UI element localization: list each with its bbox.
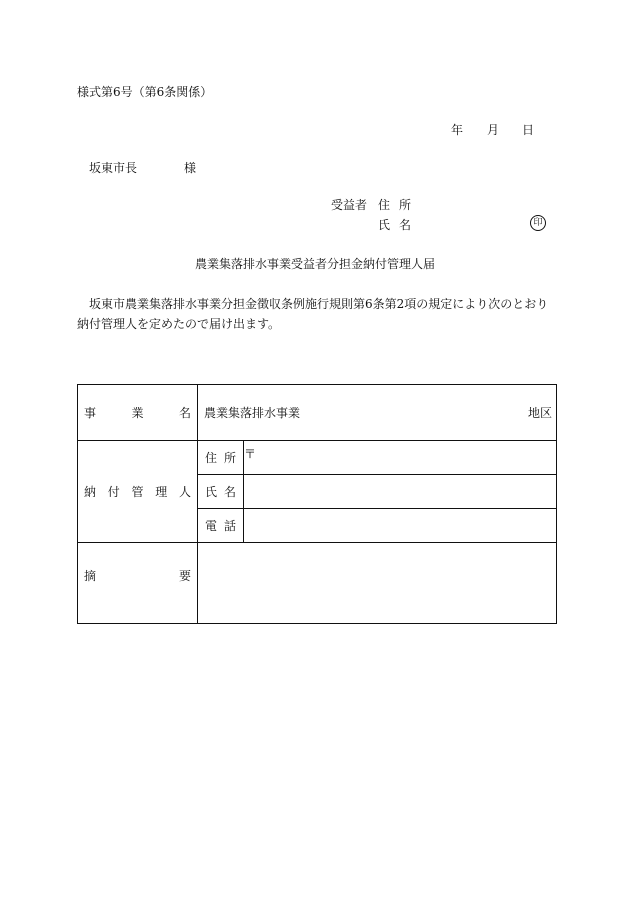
agent-address-row: [78, 441, 557, 475]
project-row: [78, 385, 557, 441]
agent-label-char: 納: [84, 485, 97, 499]
seal-char: 印: [533, 217, 543, 228]
agent-phone-field[interactable]: [244, 509, 557, 543]
body-text: 坂東市農業集落排水事業分担金徴収条例施行規則第6条第2項の規定により次のとおり納付管理人を定めたので届け出ます。: [77, 297, 549, 331]
project-label-char: 業: [131, 406, 144, 420]
district-suffix: 地区: [527, 406, 552, 420]
form-table: [77, 384, 557, 624]
agent-label-char: 理: [155, 485, 168, 499]
agent-address-label-char: 所: [223, 451, 236, 465]
remarks-field[interactable]: [198, 543, 557, 624]
agent-label-cell: [78, 441, 198, 543]
date-month-label: 月: [487, 123, 500, 137]
agent-name-label-char: 名: [223, 485, 236, 499]
postal-mark: 〒: [244, 447, 257, 461]
recipient-label: 受益者: [331, 198, 368, 212]
date-day-label: 日: [522, 123, 535, 137]
remarks-row: [78, 543, 557, 624]
agent-address-label-cell: [198, 441, 244, 475]
agent-name-field[interactable]: [244, 475, 557, 509]
agent-label-char: 管: [131, 485, 144, 499]
document-title: 農業集落排水事業受益者分担金納付管理人届: [194, 257, 435, 271]
agent-label-char: 人: [178, 485, 191, 499]
agent-address-field[interactable]: [244, 441, 557, 475]
project-label-char: 名: [178, 406, 191, 420]
recipient-address-label: 住所: [378, 198, 421, 212]
agent-name-label-char: 氏: [205, 485, 218, 499]
date-year-label: 年: [451, 123, 464, 137]
addressee: 坂東市長: [89, 161, 138, 175]
form-number: 様式第6号（第6条関係）: [77, 85, 213, 99]
agent-label-char: 付: [107, 485, 120, 499]
project-value-cell[interactable]: [198, 385, 557, 441]
honorific: 様: [184, 161, 197, 175]
agent-name-label-cell: [198, 475, 244, 509]
seal-mark: [530, 215, 546, 231]
agent-phone-label-char: 話: [223, 519, 236, 533]
agent-phone-label-cell: [198, 509, 244, 543]
project-label-char: 事: [84, 406, 97, 420]
project-value: 農業集落排水事業: [204, 406, 301, 420]
remarks-label-char: 摘: [84, 569, 97, 583]
agent-phone-label-char: 電: [205, 519, 218, 533]
project-label-cell: [78, 385, 198, 441]
recipient-name-label: 氏名: [378, 218, 421, 232]
agent-address-label-char: 住: [205, 451, 218, 465]
remarks-label-char: 要: [178, 569, 191, 583]
remarks-label-cell: [78, 543, 198, 624]
